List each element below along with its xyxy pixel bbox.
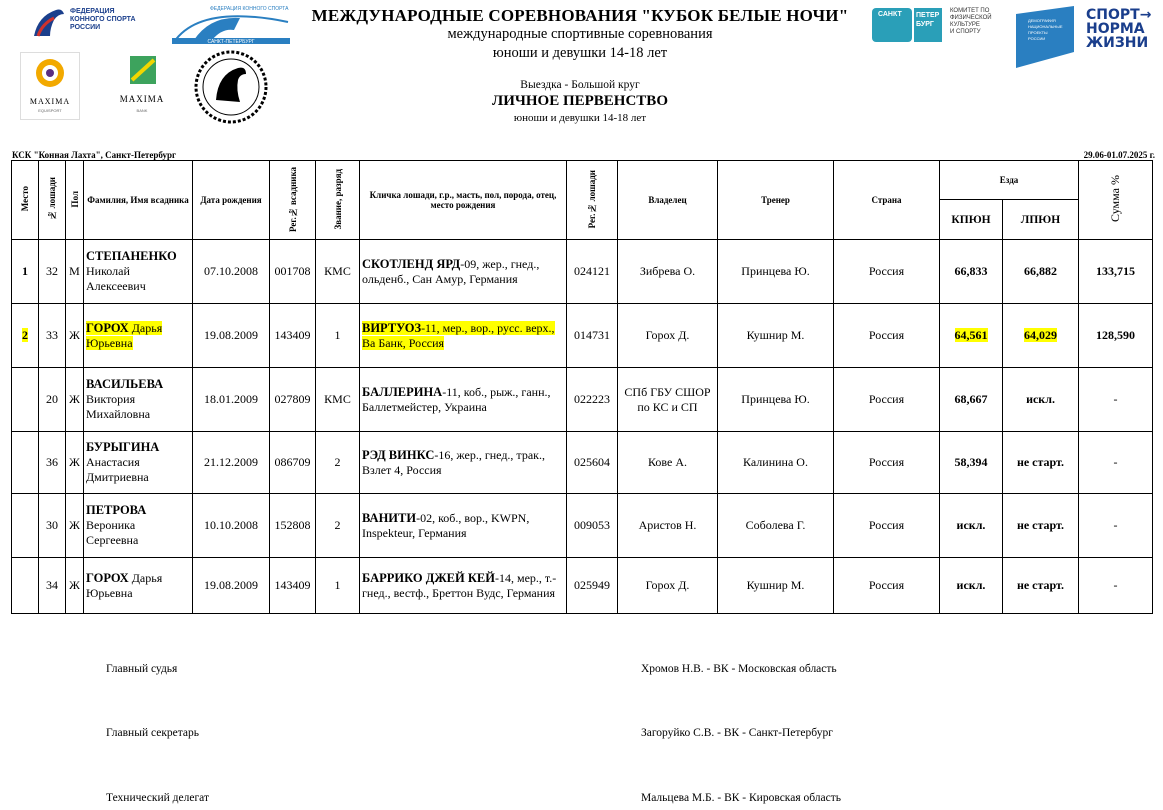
owner: Аристов Н. [618,494,718,558]
national-projects-logo [1014,4,1076,70]
official-role-chief-judge: Главный судья [106,663,178,675]
place [12,494,39,558]
place: 1 [12,240,39,304]
horse-cell [360,558,567,614]
trainer: Кушнир М. [718,558,834,614]
sex: Ж [66,368,84,432]
col-country-header: Страна [834,161,940,240]
owner: Кове А. [618,432,718,494]
horse-info: -14, мер., т.-гнед., вестф., Бреттон Вудс, Германия [362,570,557,600]
dates: 29.06-01.07.2025 г. [1083,150,1155,160]
event-title: ЛИЧНОЕ ПЕРВЕНСТВО [492,93,668,109]
rider-reg: 152808 [270,494,316,558]
rider-given-name: Николай Алексеевич [86,264,146,293]
maxima-bank-emblem-icon [110,52,174,92]
place: 2 [12,304,39,368]
score-test2: 64,029 [1003,304,1079,368]
col-rank-header: Звание, разряд [316,161,360,240]
natproj-line4: РОССИИ [1028,36,1046,41]
col-place-header: Место [12,161,39,240]
rider-given-name: Дарья Юрьевна [86,570,163,600]
trainer: Калинина О. [718,432,834,494]
table-row [12,558,1153,614]
horse-info: -02, коб., вор., KWPN, Inspekteur, Германия [362,510,530,540]
start-no: 34 [39,558,66,614]
col-total-header: Сумма % [1079,161,1153,240]
horse-cell [360,304,567,368]
country: Россия [834,368,940,432]
score-test1: 68,667 [940,368,1003,432]
venue: КСК "Конная Лахта", Санкт-Петербург [12,150,177,160]
birth-date: 18.01.2009 [193,368,270,432]
col-birth-header: Дата рождения [193,161,270,240]
discipline: Выездка - Большой круг [520,79,640,91]
table-row [12,432,1153,494]
committee-line2: ФИЗИЧЕСКОЙ [950,15,992,21]
horse-info: -16, жер., гнед., трак., Взлет 4, Россия [362,447,545,477]
country: Россия [834,558,940,614]
horse-reg: 025604 [567,432,618,494]
col-horse-header: Кличка лошади, г.р., масть, пол, порода, отец, место рождения [360,161,567,240]
col-ride-header: Езда [940,161,1079,200]
rider-cell [84,368,193,432]
place [12,558,39,614]
score-test2: не старт. [1003,432,1079,494]
col-rider-reg-header: Рег.№ всадника [270,161,316,240]
score-total: 128,590 [1079,304,1153,368]
horse-reg: 009053 [567,494,618,558]
country: Россия [834,304,940,368]
country: Россия [834,494,940,558]
official-role-technical-delegate: Технический делегат [106,792,209,804]
score-test2: не старт. [1003,558,1079,614]
rider-surname: ГОРОХ [86,320,129,335]
horse-reg: 024121 [567,240,618,304]
start-no: 20 [39,368,66,432]
birth-date: 10.10.2008 [193,494,270,558]
table-row [12,494,1153,558]
spb-line1: САНКТ [878,11,902,18]
rider-surname: БУРЫГИНА [86,440,160,454]
sport-line1: СПОРТ→ [1086,7,1152,23]
maxima-label-2: MAXIMA [119,94,165,104]
fks-line1: ФЕДЕРАЦИЯ [70,8,115,15]
sex: Ж [66,558,84,614]
sex: Ж [66,304,84,368]
rider-surname: ГОРОХ [86,570,129,585]
fks-russia-logo [28,6,158,42]
fed-spb-logo [170,4,292,46]
official-name-chief-secretary: Загоруйко С.В. - ВК - Санкт-Петербург [641,727,833,739]
sex: Ж [66,432,84,494]
rank: КМС [316,368,360,432]
horse-info: -09, жер., гнед., ольденб., Сан Амур, Германия [362,256,540,286]
fks-line3: РОССИИ [70,24,101,31]
horse-info: -11, коб., рыж., ганн., Баллетмейстер, Украина [362,384,551,414]
score-test1: 66,833 [940,240,1003,304]
col-horse-reg-header: Рег.№ лошади [567,161,618,240]
horse-cell [360,432,567,494]
rider-cell [84,494,193,558]
fed-spb-text: ФЕДЕРАЦИЯ КОННОГО СПОРТА [210,6,289,12]
trainer: Соболева Г. [718,494,834,558]
col-sex-header: Пол [66,161,84,240]
rider-cell [84,240,193,304]
owner: СПб ГБУ СШОР по КС и СП [618,368,718,432]
spb-line3: БУРГ [916,21,934,28]
spb-logo-text [914,8,942,42]
rider-reg: 143409 [270,304,316,368]
score-test2: искл. [1003,368,1079,432]
trainer: Кушнир М. [718,304,834,368]
horse-reg: 025949 [567,558,618,614]
maxima-sub-1: EQUISPORT [38,108,62,113]
official-name-chief-judge: Хромов Н.В. - ВК - Московская область [641,663,837,675]
horse-name: ВИРТУОЗ [362,320,422,335]
trainer: Принцева Ю. [718,240,834,304]
table-row [12,240,1153,304]
horse-cell [360,240,567,304]
score-test1: 64,561 [940,304,1003,368]
lahta-seal-icon [194,50,268,124]
natproj-line1: ДЕМОГРАФИЯ [1028,18,1056,23]
competition-title: МЕЖДУНАРОДНЫЕ СОРЕВНОВАНИЯ "КУБОК БЕЛЫЕ НОЧИ" [311,6,849,25]
rider-reg: 086709 [270,432,316,494]
horse-head-icon [28,6,68,40]
maxima-sub-2: BANK [136,108,148,113]
horse-name: ВАНИТИ [362,510,417,525]
spb-line2: ПЕТЕР [916,12,940,19]
country: Россия [834,240,940,304]
rank: КМС [316,240,360,304]
birth-date: 21.12.2009 [193,432,270,494]
rider-reg: 143409 [270,558,316,614]
country: Россия [834,432,940,494]
natproj-line3: ПРОЕКТЫ [1028,30,1048,35]
horse-cell [360,368,567,432]
sport-norma-logo [1086,8,1156,56]
score-total: - [1079,368,1153,432]
rank: 1 [316,304,360,368]
table-row [12,368,1153,432]
score-total: - [1079,432,1153,494]
horse-name: РЭД ВИНКС [362,447,435,462]
maxima-bank-logo [110,52,174,118]
committee-line1: КОМИТЕТ ПО [950,8,990,14]
horse-reg: 022223 [567,368,618,432]
owner: Горох Д. [618,558,718,614]
sex: М [66,240,84,304]
fks-line2: КОННОГО СПОРТА [70,16,136,23]
committee-logo [950,8,1014,46]
rider-reg: 027809 [270,368,316,432]
birth-date: 19.08.2009 [193,304,270,368]
results-table [11,160,1153,614]
competition-subtitle-2: юноши и девушки 14-18 лет [492,45,668,61]
rank: 1 [316,558,360,614]
rank: 2 [316,432,360,494]
col-owner-header: Владелец [618,161,718,240]
start-no: 32 [39,240,66,304]
horse-name: СКОТЛЕНД ЯРД [362,256,461,271]
score-test1: 58,394 [940,432,1003,494]
sport-line3: ЖИЗНИ [1086,35,1149,51]
place [12,368,39,432]
official-name-technical-delegate: Мальцева М.Б. - ВК - Кировская область [641,792,842,804]
rider-cell [84,558,193,614]
col-test1-header: КПЮН [940,200,1003,240]
birth-date: 19.08.2009 [193,558,270,614]
horse-name: БАЛЛЕРИНА [362,384,443,399]
sex: Ж [66,494,84,558]
rider-given-name: Виктория Михайловна [86,392,151,421]
rider-given-name: Анастасия Дмитриевна [86,455,149,484]
table-row [12,304,1153,368]
start-no: 33 [39,304,66,368]
maxima-label-1: MAXIMA [29,97,71,106]
konnaya-lahta-logo [194,50,268,124]
fed-spb-sub: САНКТ-ПЕТЕРБУРГ [207,39,255,45]
committee-line4: И СПОРТУ [950,29,981,35]
maxima-equisport-logo [20,52,80,120]
maxima-emblem-icon [21,53,79,95]
event-category: юноши и девушки 14-18 лет [513,112,647,124]
rider-surname: ВАСИЛЬЕВА [86,377,164,391]
owner: Зибрева О. [618,240,718,304]
place [12,432,39,494]
col-start-no-header: № лошади [39,161,66,240]
spb-logo [872,8,912,42]
score-total: 133,715 [1079,240,1153,304]
birth-date: 07.10.2008 [193,240,270,304]
horse-name: БАРРИКО ДЖЕЙ КЕЙ [362,570,495,585]
horse-cell [360,494,567,558]
rider-reg: 001708 [270,240,316,304]
score-test2: 66,882 [1003,240,1079,304]
rider-cell [84,432,193,494]
sport-line2: НОРМА [1086,21,1145,37]
score-test1: искл. [940,558,1003,614]
natproj-line2: НАЦИОНАЛЬНЫЕ [1028,24,1063,29]
official-role-chief-secretary: Главный секретарь [106,727,200,739]
horse-info: -11, мер., вор., русс. верх., Ва Банк, Россия [362,320,555,350]
start-no: 30 [39,494,66,558]
committee-line3: КУЛЬТУРЕ [950,22,980,28]
rider-surname: ПЕТРОВА [86,503,147,517]
rider-given-name: Вероника Сергеевна [86,518,139,547]
start-no: 36 [39,432,66,494]
trainer: Принцева Ю. [718,368,834,432]
horse-reg: 014731 [567,304,618,368]
rider-given-name: Дарья Юрьевна [86,320,163,350]
competition-subtitle-1: международные спортивные соревнования [447,26,713,42]
col-test2-header: ЛПЮН [1003,200,1079,240]
score-test1: искл. [940,494,1003,558]
score-test2: не старт. [1003,494,1079,558]
owner: Горох Д. [618,304,718,368]
rider-surname: СТЕПАНЕНКО [86,249,177,263]
score-total: - [1079,558,1153,614]
rank: 2 [316,494,360,558]
rider-cell [84,304,193,368]
col-trainer-header: Тренер [718,161,834,240]
col-rider-header: Фамилия, Имя всадника [84,161,193,240]
score-total: - [1079,494,1153,558]
